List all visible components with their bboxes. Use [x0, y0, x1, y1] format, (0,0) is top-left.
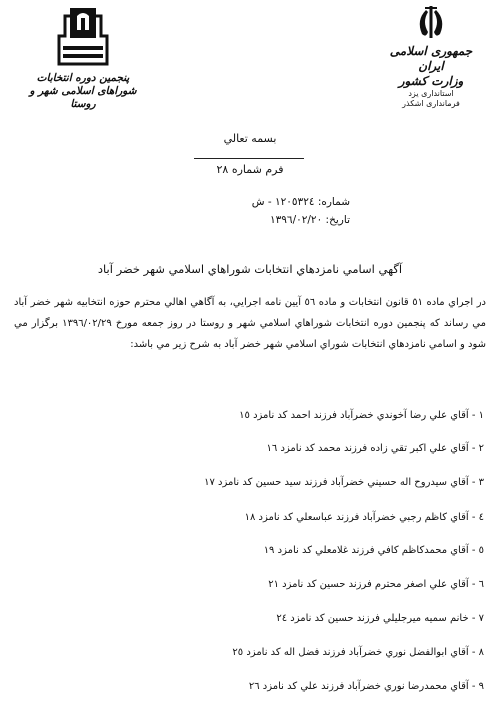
divider [194, 158, 304, 159]
candidate-item: ٧ - خانم سميه ميرجليلي فرزند حسين کد نامزد ٢٤ [276, 613, 484, 624]
candidate-item: ٢ - آقاي علي اکبر تقي زاده فرزند محمد کد نامزد ١٦ [266, 443, 484, 454]
bismillah: بسمه تعالي [223, 132, 277, 145]
ministry-logo [376, 4, 486, 109]
county-governorate: فرمانداری اشکذر [402, 99, 460, 108]
form-number: فرم شماره ٢٨ [216, 163, 284, 176]
election-logo [18, 6, 148, 111]
letter-date: تاريخ: ١٣٩٦/٠٢/٢٠ [270, 214, 350, 226]
notice-paragraph: در اجراي ماده ٥١ قانون انتخابات و ماده ٥٦ آيين نامه اجرايي، به آگاهي اهالي محترم حوزه انتخابيه شهر خضر آباد مي رساند که پنجمين دوره انتخابات شوراهاي اسلامي شهر و روستا در روز جمعه مورخ ١٣٩٦/٠٢/٢٩ برگزار مي شود و اسامي نامزدهاي انتخابات شوراي اسلامي شهر خضر آباد به شرح زير مي باشد: [14, 297, 486, 350]
letter-number: شماره: ١٢٠٥٣٢٤ - ش [251, 196, 350, 208]
country-name: جمهوری اسلامی ایران [389, 44, 473, 73]
candidate-item: ٣ - آقاي سيدروح اله حسيني خضرآباد فرزند سيد حسين کد نامزد ١٧ [204, 477, 484, 488]
election-logo-line1: پنجمین دوره انتخابات [36, 72, 130, 84]
candidate-item: ٦ - آقاي علي اصغر محترم فرزند حسين کد نامزد ٢١ [268, 579, 484, 590]
candidate-item: ٩ - آقاي محمدرضا نوري خضرآباد فرزند علي کد نامزد ٢٦ [248, 681, 484, 692]
ballot-box-icon [55, 6, 111, 68]
ministry-name: وزارت کشور [398, 74, 464, 88]
candidate-item: ٨ - آقاي ابوالفضل نوري خضرآباد فرزند فضل اله کد نامزد ٢٥ [232, 647, 484, 658]
province-governorate: استانداری یزد [408, 89, 454, 98]
notice-headline: آگهي اسامي نامزدهاي انتخابات شوراهاي اسلامي شهر خضر آباد [97, 262, 403, 276]
candidate-item: ٤ - آقاي کاظم رجبي خضرآباد فرزند عباسعلي کد نامزد ١٨ [244, 512, 484, 523]
national-emblem-icon [414, 4, 448, 40]
candidate-item: ٥ - آقاي محمدکاظم کافي فرزند غلامعلي کد نامزد ١٩ [263, 545, 484, 556]
election-logo-line2: شوراهای اسلامی شهر و روستا [29, 85, 137, 110]
candidate-item: ١ - آقاي علي رضا آخوندي خضرآباد فرزند احمد کد نامزد ١٥ [239, 410, 484, 421]
